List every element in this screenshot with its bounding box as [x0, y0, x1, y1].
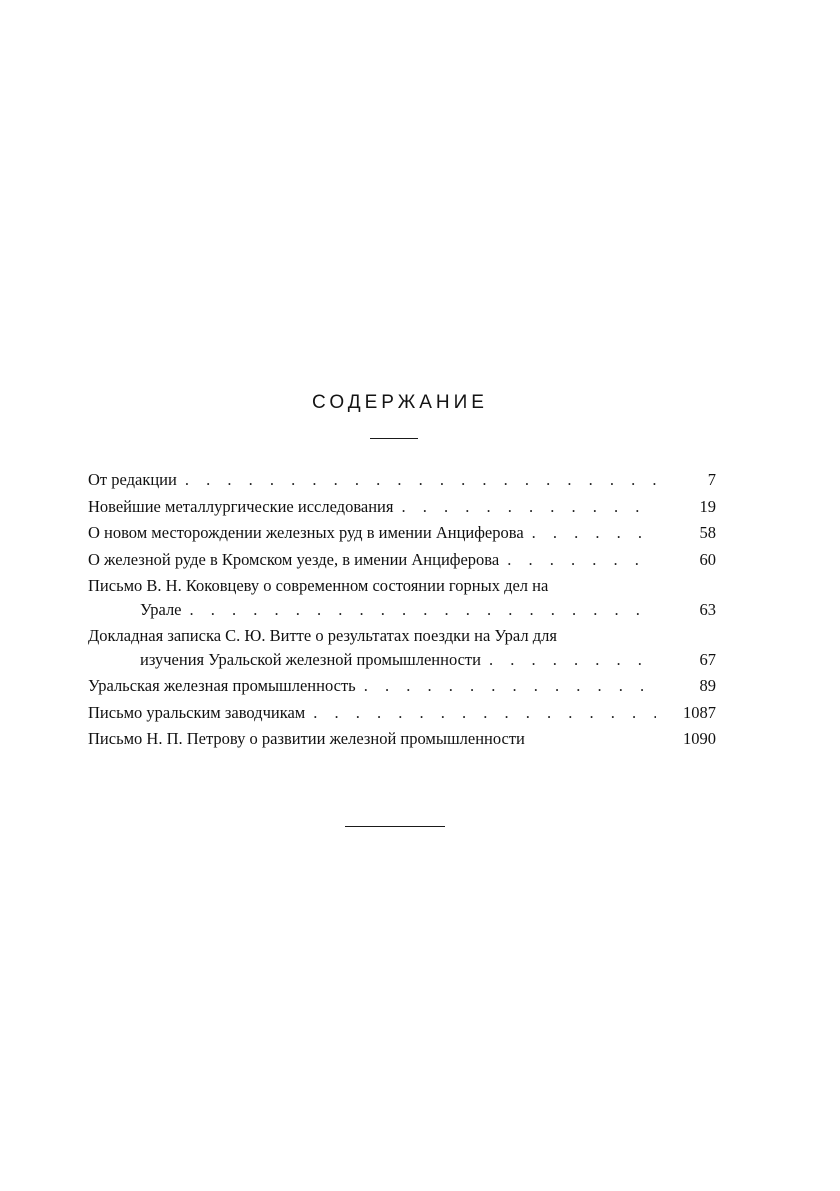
toc-entry-title: Письмо Н. П. Петрову о развитии железной промышленности [88, 729, 525, 748]
toc-entry-title: Уральская железная промышленность [88, 676, 356, 695]
dot-leader [393, 495, 656, 519]
toc-entry-page: 1087 [683, 702, 716, 722]
toc-entry [88, 624, 720, 671]
toc-entry-title: Новейшие металлургические исследования [88, 496, 394, 516]
toc-entry-page: 19 [699, 496, 716, 516]
toc-entry [88, 674, 720, 698]
toc-entry-page: 58 [699, 523, 716, 542]
toc-entry-page: 63 [699, 599, 716, 619]
dot-leader [177, 468, 656, 492]
dot-leader [356, 674, 656, 698]
toc-entry-page: 67 [699, 649, 716, 669]
toc-entry-title: Письмо уральским заводчикам [88, 702, 306, 722]
toc-entry-page: 89 [699, 676, 716, 695]
toc-entry [88, 727, 720, 751]
toc-entry-title: О новом месторождении железных руд в имении Анциферова [88, 523, 524, 542]
dot-leader [499, 548, 656, 572]
toc-entry-title: От редакции [88, 470, 177, 489]
toc-entry-title-continuation: изучения Уральской железной промышленности [140, 649, 481, 669]
heading-rule [370, 438, 418, 439]
toc-entry [88, 495, 720, 519]
toc-entry-title: О железной руде в Кромском уезде, в имении Анциферова [88, 549, 500, 569]
dot-leader [481, 648, 656, 672]
closing-rule [345, 826, 445, 827]
toc-entry [88, 574, 720, 621]
toc-entry-title-continuation: Урале [140, 599, 182, 619]
toc-entry-page: 60 [699, 549, 716, 569]
dot-leader [524, 521, 656, 545]
toc-entry-page: 1090 [683, 729, 716, 748]
dot-leader [305, 701, 656, 725]
toc-entry [88, 548, 720, 572]
toc-entry [88, 521, 720, 545]
table-of-contents [88, 468, 720, 751]
toc-entry-title: Докладная записка С. Ю. Витте о результатах поездки на Урал для [88, 626, 557, 645]
toc-heading: СОДЕРЖАНИЕ [312, 392, 488, 413]
toc-entry-page: 7 [707, 470, 716, 489]
toc-entry [88, 468, 720, 492]
toc-entry [88, 701, 720, 725]
dot-leader [182, 598, 656, 622]
toc-entry-title: Письмо В. Н. Коковцеву о современном состоянии горных дел на [88, 576, 549, 595]
